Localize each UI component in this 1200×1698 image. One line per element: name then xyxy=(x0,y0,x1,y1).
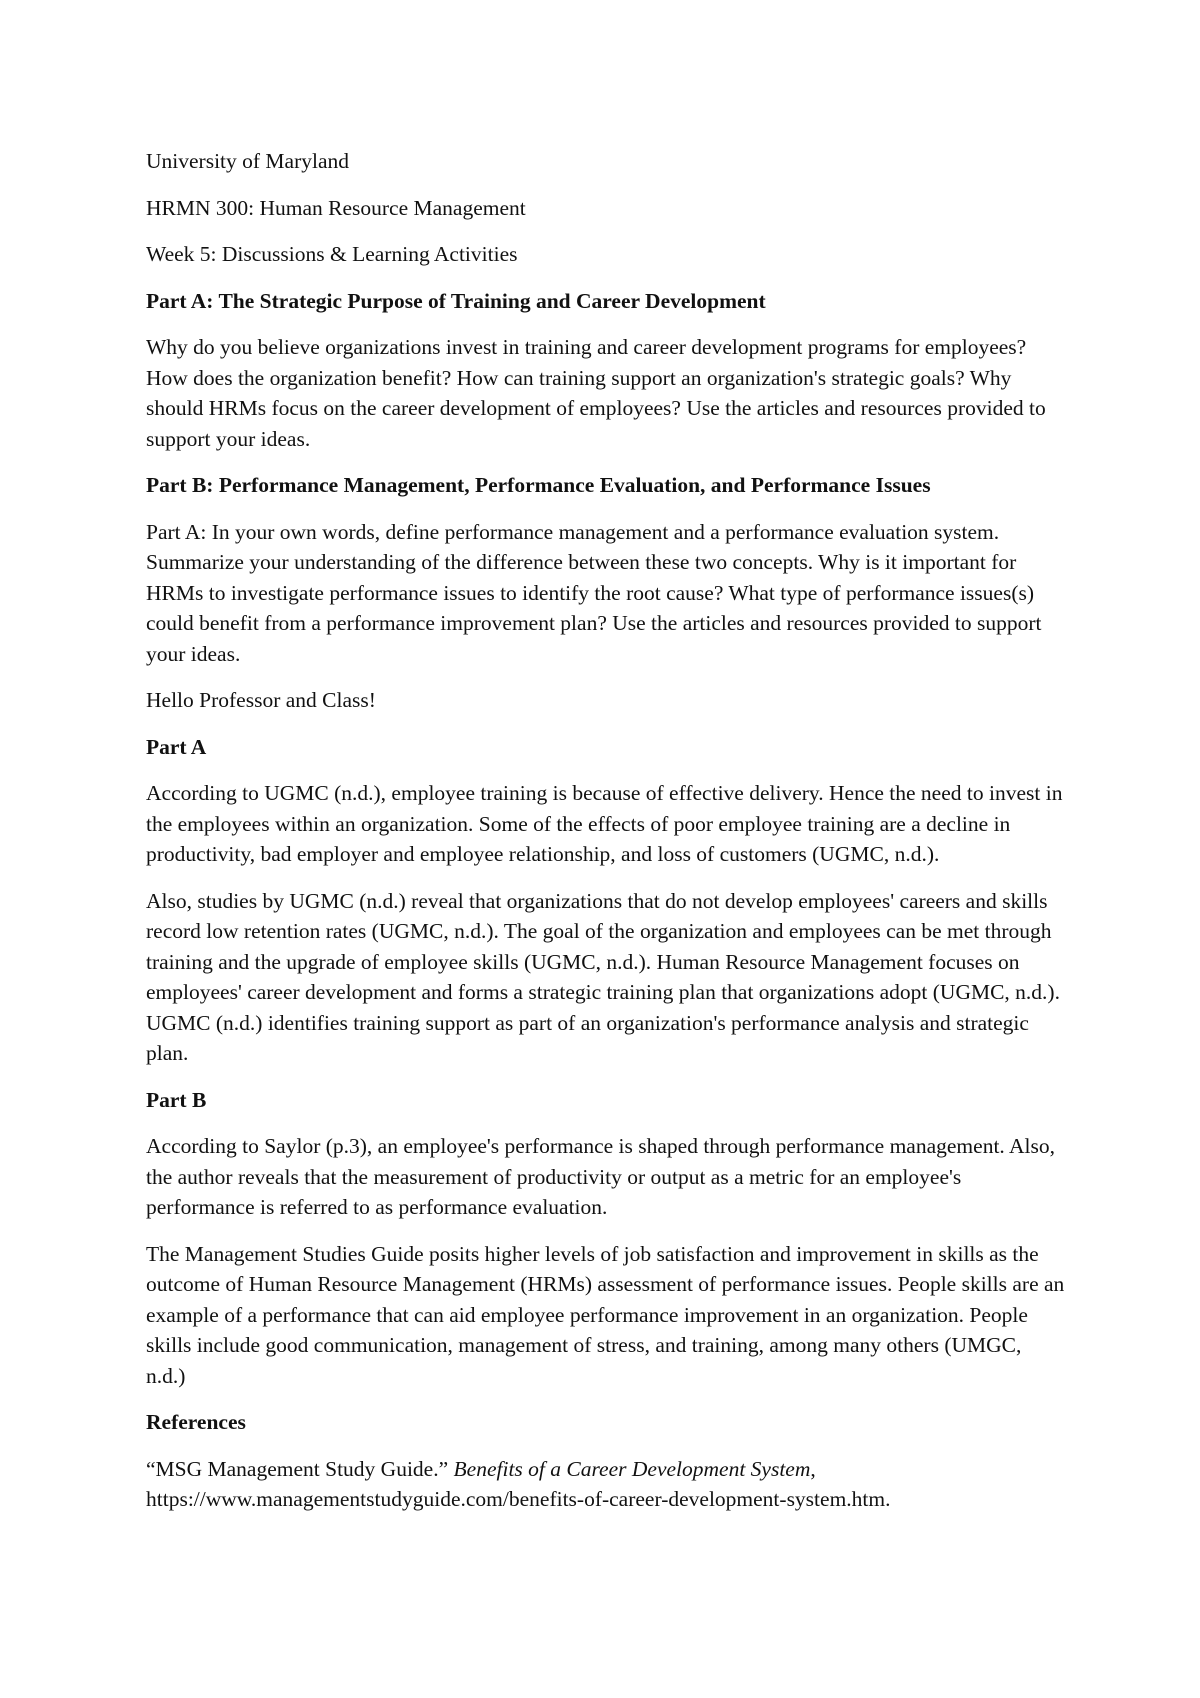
response-part-a-paragraph: Also, studies by UGMC (n.d.) reveal that organizations that do not develop employees' careers and skills record low retention rates (UGMC, n.d.). The goal of the organization and employees can be met through training and the upgrade of employee skills (UGMC, n.d.). Human Resource Management focuses on employees' career development and forms a strategic training plan that organizations adopt (UGMC, n.d.). UGMC (n.d.) identifies training support as part of an organization's performance analysis and strategic plan. xyxy=(146,888,1060,1065)
response-part-a-heading: Part A xyxy=(146,734,207,759)
course-line: HRMN 300: Human Resource Management xyxy=(146,195,526,220)
part-a-prompt-heading: Part A: The Strategic Purpose of Training and Career Development xyxy=(146,288,766,313)
reference-source: “MSG Management Study Guide.” xyxy=(146,1456,454,1481)
document-page xyxy=(146,146,1066,1531)
week-line: Week 5: Discussions & Learning Activities xyxy=(146,242,518,266)
reference-entry xyxy=(146,1454,1066,1515)
references-heading: References xyxy=(146,1410,246,1434)
reference-title: Benefits of a Career Development System xyxy=(453,1456,811,1481)
reference-title-comma: , xyxy=(810,1456,816,1481)
response-part-b-paragraph: The Management Studies Guide posits higher levels of job satisfaction and improvement in skills as the outcome of Human Resource Management (HRMs) assessment of performance issues. People skills are an example of a performance that can aid employee performance improvement in an organization. People skills include good communication, management of stress, and training, among many others (UMGC, n.d.) xyxy=(146,1241,1065,1388)
reference-url[interactable]: https://www.managementstudyguide.com/benefits-of-career-development-system.htm. xyxy=(146,1487,891,1511)
greeting: Hello Professor and Class! xyxy=(146,688,376,712)
response-part-a-paragraph: According to UGMC (n.d.), employee training is because of effective delivery. Hence the need to invest in the employees within an organization. Some of the effects of poor employee training are a decline in productivity, bad employer and employee relationship, and loss of customers (UGMC, n.d.). xyxy=(146,781,1063,866)
institution-line: University of Maryland xyxy=(146,149,350,173)
response-part-b-paragraph: According to Saylor (p.3), an employee's performance is shaped through performance management. Also, the author reveals that the measurement of productivity or output as a metric for an employee's performance is referred to as performance evaluation. xyxy=(146,1134,1055,1219)
part-a-prompt-text: Why do you believe organizations invest in training and career development programs for employees? How does the organization benefit? How can training support an organization's strategic goals? Why should HRMs focus on the career development of employees? Use the articles and resources provided to support your ideas. xyxy=(146,335,1046,451)
response-part-b-heading: Part B xyxy=(146,1087,207,1112)
part-b-prompt-text: Part A: In your own words, define performance management and a performance evaluation system. Summarize your understanding of the difference between these two concepts. Why is it important for HRMs to investigate performance issues to identify the root cause? What type of performance issues(s) could benefit from a performance improvement plan? Use the articles and resources provided to support your ideas. xyxy=(146,519,1042,666)
part-b-prompt-heading: Part B: Performance Management, Performance Evaluation, and Performance Issues xyxy=(146,473,931,497)
